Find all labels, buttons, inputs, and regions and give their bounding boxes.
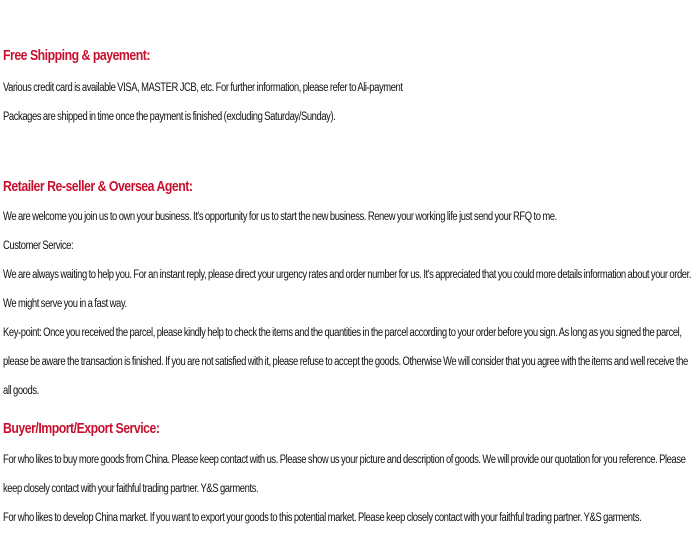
paragraph: Packages are shipped in time once the payment is finished (excluding Saturday/Sunday). — [3, 111, 336, 123]
paragraph: Key-point: Once you received the parcel, please kindly help to check the items and the quantities in the parcel according to your order before you sign. As long as you signed the parcel, please be aware the transaction is finished. If you are not satisfied with it, please refuse to accept the goods. Otherwise We will consider that you agree with the items and well receive the all goods. — [3, 327, 688, 397]
section-retailer — [3, 178, 697, 196]
section-buyer-import-export-body — [3, 446, 697, 533]
section-buyer-import-export — [3, 420, 697, 438]
paragraph: For who likes to buy more goods from China. Please keep contact with us. Please show us your picture and description of goods. We will provide our quotation for you reference. Please keep closely contact with your faithful trading partner. Y&S garments. — [3, 454, 686, 495]
section-free-shipping-body — [3, 74, 697, 132]
section-heading: Retailer Re-seller & Oversea Agent: — [3, 178, 193, 195]
section-heading: Free Shipping & payement: — [3, 47, 150, 64]
section-retailer-body — [3, 203, 697, 406]
paragraph: Various credit card is available VISA, MASTER JCB, etc. For further information, please refer to Ali-payment — [3, 82, 403, 94]
section-heading: Buyer/Import/Export Service: — [3, 420, 160, 437]
section-free-shipping — [3, 47, 697, 65]
paragraph: For who likes to develop China market. If you want to export your goods to this potential market. Please keep closely contact with your faithful trading partner. Y&S garments. — [3, 512, 642, 524]
paragraph: Customer Service: — [3, 240, 74, 252]
paragraph: We are always waiting to help you. For an instant reply, please direct your urgency rates and order number for us. It's appreciated that you could more details information about your order. We might serve you in a fast way. — [3, 269, 692, 310]
paragraph: We are welcome you join us to own your business. It's opportunity for us to start the new business. Renew your working life just send your RFQ to me. — [3, 211, 557, 223]
